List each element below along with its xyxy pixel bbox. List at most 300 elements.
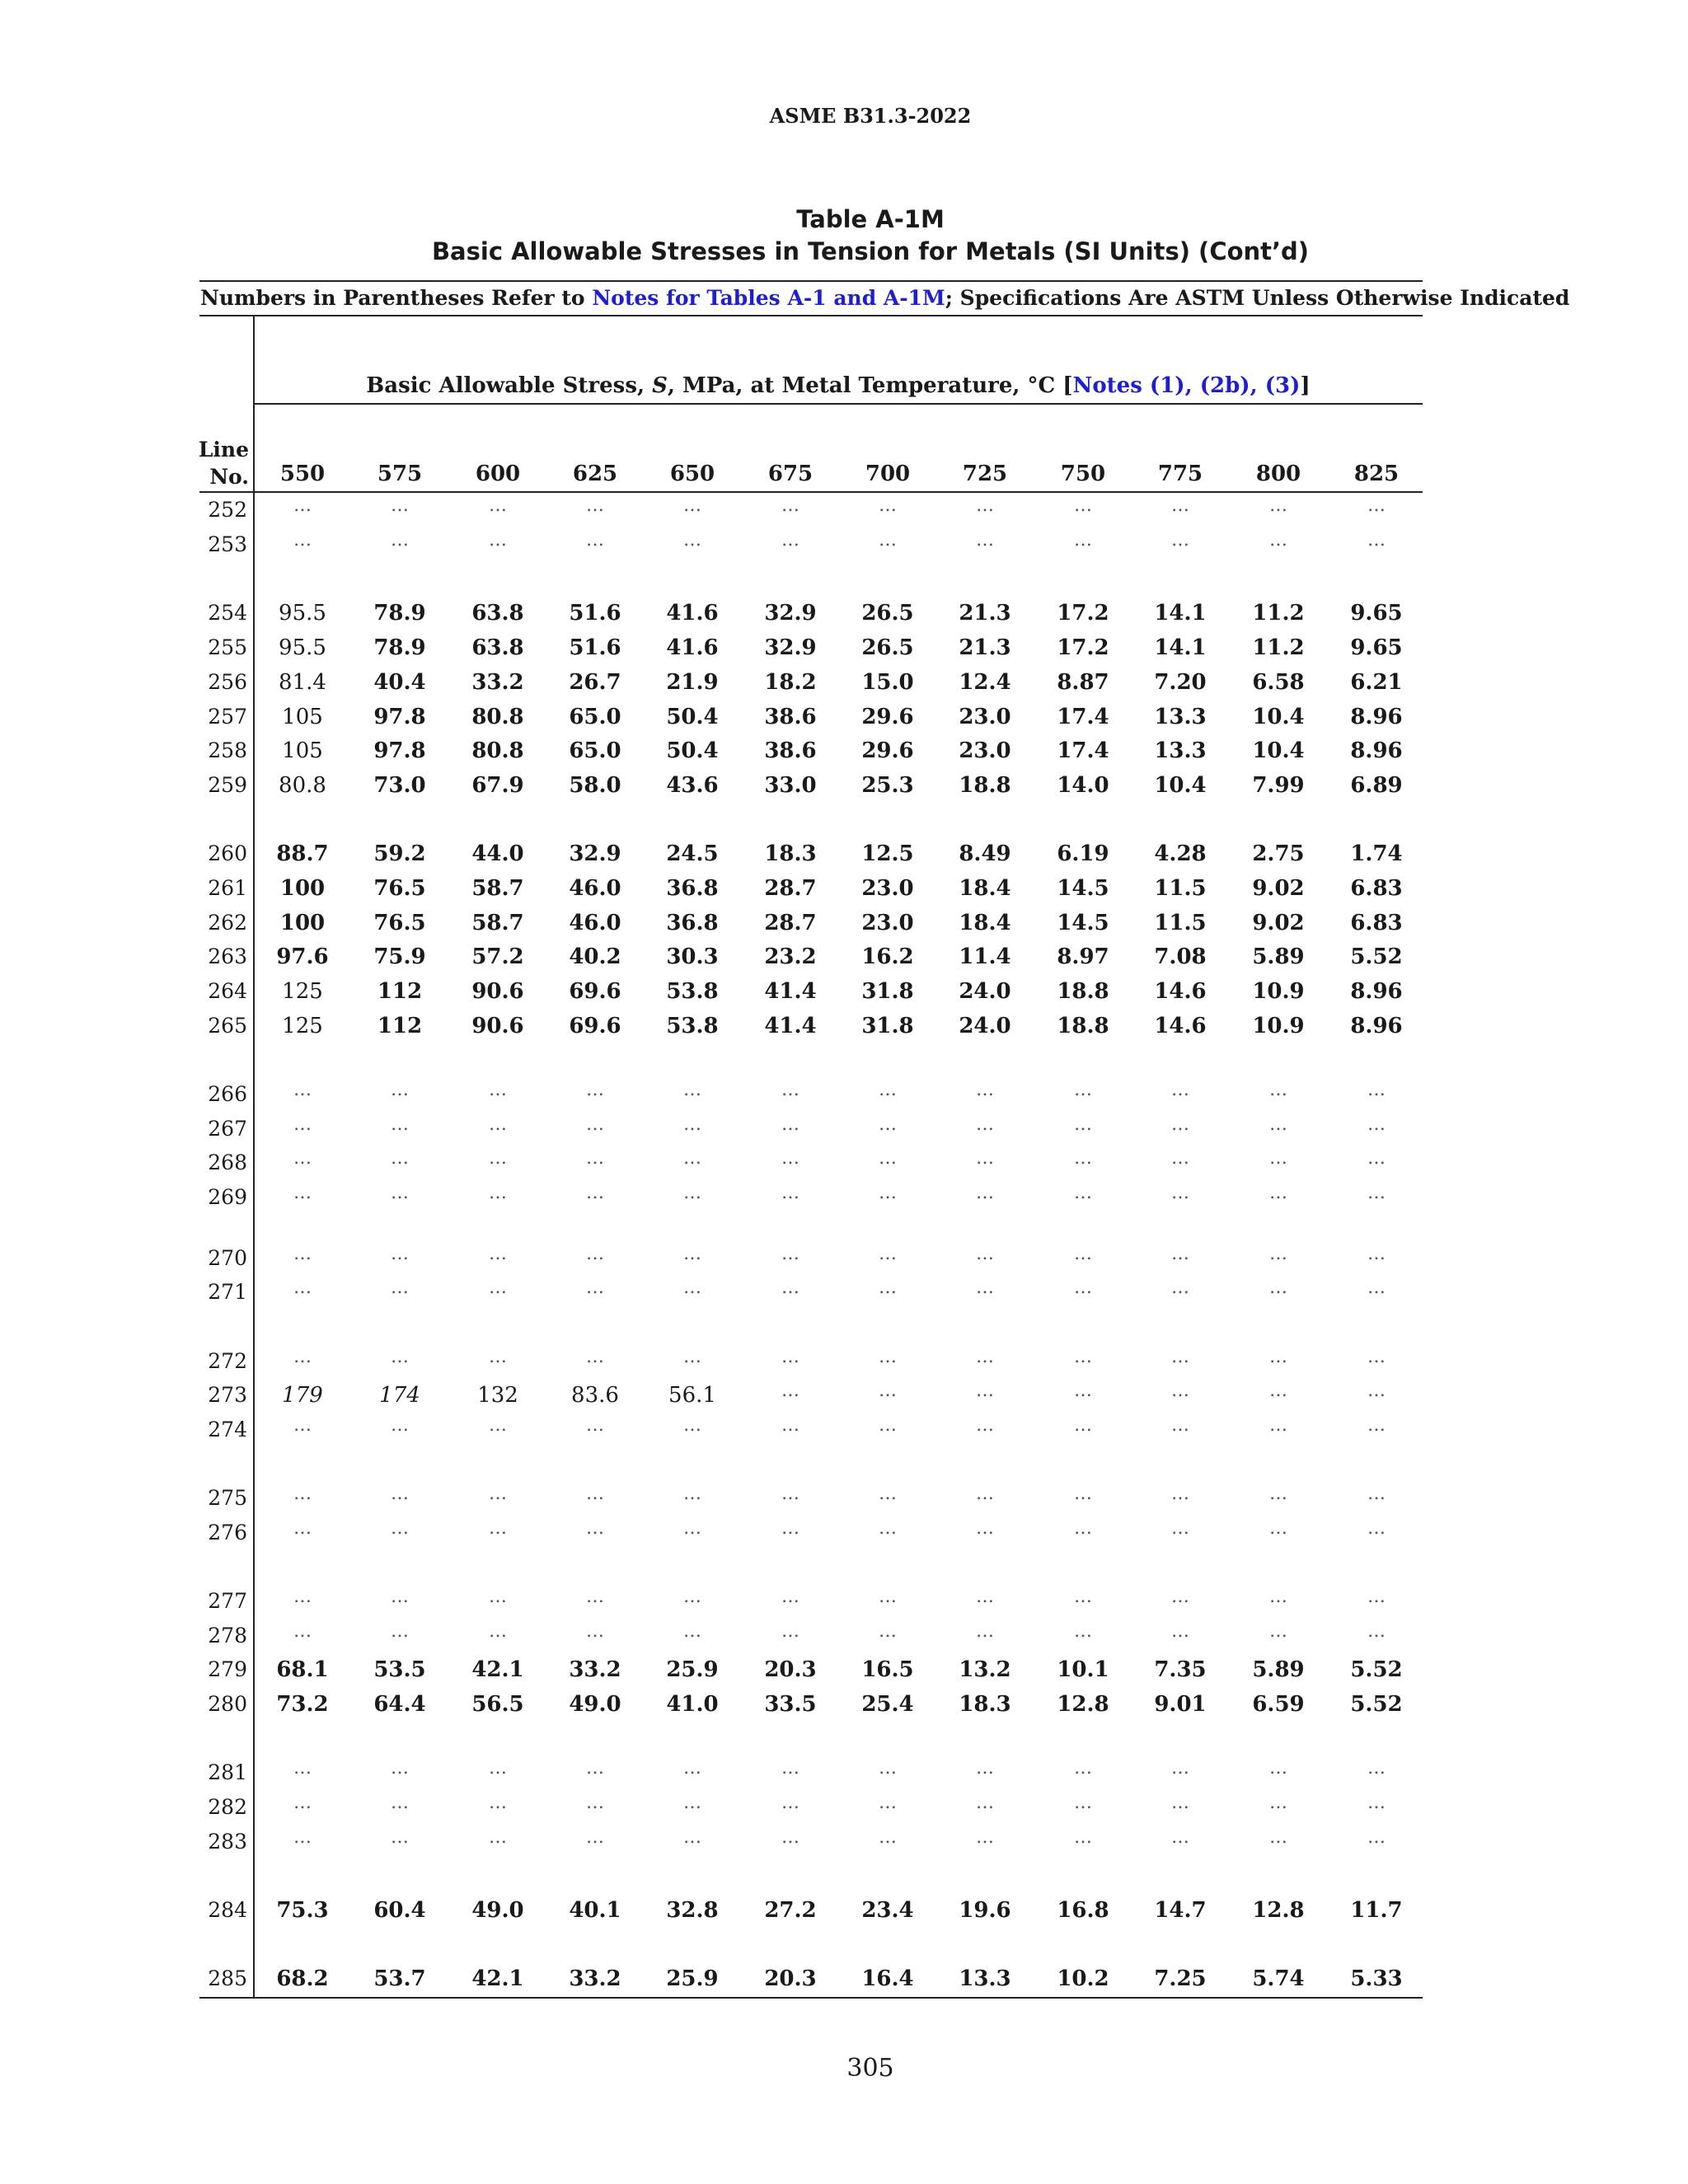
stress-cell: … [489, 1621, 507, 1642]
stress-cell: 174 [379, 1383, 420, 1408]
line-number: 267 [208, 1117, 247, 1141]
stress-cell: … [683, 1347, 701, 1367]
notes-link[interactable]: Notes for Tables A-1 and A-1M [592, 286, 945, 310]
stress-cell: 10.4 [1154, 773, 1207, 798]
stress-cell: … [879, 1827, 897, 1848]
stress-cell: … [781, 1827, 799, 1848]
note-separator: , [1250, 373, 1265, 398]
stress-cell: … [586, 495, 604, 516]
note-link-1[interactable]: Notes (1) [1072, 373, 1185, 398]
stress-cell: … [1269, 1183, 1287, 1203]
stress-cell: 25.3 [861, 773, 914, 798]
stress-cell: … [1269, 1080, 1287, 1100]
stress-cell: … [1074, 1347, 1092, 1367]
stress-cell: 26.5 [861, 635, 914, 660]
stress-cell: 68.2 [276, 1966, 329, 1991]
stress-cell: 75.3 [276, 1898, 329, 1923]
stress-cell: … [293, 1277, 312, 1298]
stress-cell: … [391, 1793, 409, 1813]
stress-cell: … [879, 495, 897, 516]
stress-cell: 5.52 [1350, 944, 1403, 969]
stress-cell: 60.4 [373, 1898, 426, 1923]
stress-cell: 56.1 [668, 1383, 716, 1408]
stress-cell: 5.52 [1350, 1692, 1403, 1717]
stress-cell: … [293, 1827, 312, 1848]
stress-cell: 78.9 [373, 635, 426, 660]
stress-cell: 179 [282, 1383, 323, 1408]
stress-cell: 11.2 [1252, 601, 1305, 626]
stress-cell: 40.4 [373, 670, 426, 695]
stress-cell: 31.8 [861, 1014, 914, 1038]
stress-cell: 7.25 [1154, 1966, 1207, 1991]
stress-cell: … [586, 1347, 604, 1367]
stress-cell: … [586, 1827, 604, 1848]
stress-cell: … [1367, 1483, 1386, 1504]
stress-cell: 31.8 [861, 979, 914, 1004]
stress-cell: … [976, 495, 994, 516]
stress-cell: … [1171, 1080, 1189, 1100]
stress-cell: … [586, 1621, 604, 1642]
stress-cell: … [781, 1080, 799, 1100]
stress-cell: … [1074, 530, 1092, 551]
stress-cell: … [391, 1183, 409, 1203]
stress-cell: 8.96 [1350, 738, 1403, 763]
line-number: 257 [208, 705, 247, 729]
stress-cell: … [1171, 1518, 1189, 1539]
stress-cell: 46.0 [569, 911, 621, 935]
stress-cell: … [1269, 1621, 1287, 1642]
rule-subtitle [199, 315, 1423, 316]
stress-cell: … [586, 1483, 604, 1504]
stress-cell: 88.7 [276, 841, 329, 866]
stress-cell: 75.9 [373, 944, 426, 969]
stress-cell: … [1269, 1380, 1287, 1401]
line-number: 277 [208, 1589, 247, 1613]
stress-cell: … [683, 1415, 701, 1436]
stress-cell: 2.75 [1252, 841, 1305, 866]
stress-cell: 16.5 [861, 1657, 914, 1682]
rule-top [199, 280, 1423, 282]
stress-cell: 38.6 [764, 738, 817, 763]
stress-cell: 13.2 [959, 1657, 1011, 1682]
stress-cell: 32.9 [764, 601, 817, 626]
stress-cell: … [391, 1148, 409, 1169]
stress-cell: 24.0 [959, 979, 1011, 1004]
stress-cell: 7.99 [1252, 773, 1305, 798]
stress-cell: 14.5 [1057, 876, 1109, 901]
stress-cell: … [293, 1114, 312, 1135]
stress-cell: 10.4 [1252, 738, 1305, 763]
stress-cell: 53.7 [373, 1966, 426, 1991]
column-header-temp-800: 800 [1255, 462, 1301, 486]
stress-cell: 11.4 [959, 944, 1011, 969]
stress-cell: 5.33 [1350, 1966, 1403, 1991]
stress-cell: … [879, 1148, 897, 1169]
stress-cell: 33.2 [569, 1966, 621, 1991]
stress-cell: 8.87 [1057, 670, 1109, 695]
stress-cell: 14.6 [1154, 1014, 1207, 1038]
stress-cell: 9.02 [1252, 911, 1305, 935]
stress-cell: … [1171, 1621, 1189, 1642]
stress-cell: … [1074, 1114, 1092, 1135]
stress-cell: 17.4 [1057, 738, 1109, 763]
stress-cell: 132 [477, 1383, 518, 1408]
stress-cell: 36.8 [666, 876, 719, 901]
stress-cell: … [1171, 1758, 1189, 1779]
stress-cell: … [781, 1148, 799, 1169]
line-header-word: Line [198, 438, 249, 462]
stress-cell: … [683, 1827, 701, 1848]
stress-cell: 80.8 [471, 705, 524, 729]
stress-cell: … [1367, 495, 1386, 516]
stress-cell: 17.4 [1057, 705, 1109, 729]
stress-cell: … [1269, 1483, 1287, 1504]
stress-cell: … [586, 1080, 604, 1100]
rule-bottom [199, 1997, 1423, 1999]
stress-cell: … [489, 1347, 507, 1367]
stress-cell: 27.2 [764, 1898, 817, 1923]
stress-cell: 42.1 [471, 1966, 524, 1991]
stress-cell: … [976, 1380, 994, 1401]
stress-cell: 65.0 [569, 738, 621, 763]
stress-cell: … [976, 1114, 994, 1135]
stress-cell: … [879, 1244, 897, 1264]
stress-cell: 11.5 [1154, 911, 1207, 935]
stress-header [254, 373, 1423, 398]
stress-cell: … [683, 1793, 701, 1813]
stress-header-text: Basic Allowable Stress, [366, 373, 653, 398]
stress-cell: 6.83 [1350, 876, 1403, 901]
stress-cell: 33.2 [569, 1657, 621, 1682]
stress-cell: … [781, 530, 799, 551]
subtitle-text: ; Specifications Are ASTM Unless Otherwise Indicated [945, 286, 1570, 310]
stress-cell: 5.52 [1350, 1657, 1403, 1682]
stress-cell: 18.2 [764, 670, 817, 695]
stress-cell: … [1367, 1415, 1386, 1436]
stress-cell: … [781, 1183, 799, 1203]
stress-cell: 73.0 [373, 773, 426, 798]
stress-cell: … [879, 1380, 897, 1401]
line-number: 266 [208, 1082, 247, 1106]
line-number: 260 [208, 841, 247, 865]
stress-cell: … [683, 530, 701, 551]
column-header-temp-675: 675 [767, 462, 814, 486]
line-number: 275 [208, 1486, 247, 1510]
stress-cell: … [293, 1621, 312, 1642]
column-header-temp-750: 750 [1060, 462, 1106, 486]
stress-cell: … [1171, 1793, 1189, 1813]
stress-cell: 18.4 [959, 876, 1011, 901]
line-header-word: No. [209, 465, 249, 489]
note-separator: , [1184, 373, 1200, 398]
stress-cell: … [489, 1183, 507, 1203]
stress-cell: … [586, 530, 604, 551]
stress-cell: … [976, 1277, 994, 1298]
stress-cell: 8.96 [1350, 979, 1403, 1004]
stress-cell: … [1269, 1758, 1287, 1779]
stress-cell: 18.3 [959, 1692, 1011, 1717]
stress-cell: 14.1 [1154, 601, 1207, 626]
stress-cell: 13.3 [959, 1966, 1011, 1991]
stress-cell: … [1171, 1380, 1189, 1401]
stress-symbol: S [652, 373, 668, 398]
stress-cell: 23.2 [764, 944, 817, 969]
stress-cell: 57.2 [471, 944, 524, 969]
stress-cell: … [293, 1758, 312, 1779]
stress-cell: … [781, 1277, 799, 1298]
stress-cell: … [1367, 1827, 1386, 1848]
line-number: 259 [208, 773, 247, 797]
stress-cell: … [1074, 1793, 1092, 1813]
stress-cell: … [781, 1621, 799, 1642]
stress-cell: … [1074, 495, 1092, 516]
stress-cell: 18.4 [959, 911, 1011, 935]
table-number: Table A-1M [796, 205, 945, 233]
stress-cell: 11.2 [1252, 635, 1305, 660]
stress-cell: … [489, 495, 507, 516]
stress-cell: … [391, 1483, 409, 1504]
stress-cell: 28.7 [764, 876, 817, 901]
stress-cell: … [1269, 1114, 1287, 1135]
stress-cell: 10.9 [1252, 1014, 1305, 1038]
stress-cell: … [1171, 1114, 1189, 1135]
stress-cell: … [683, 1114, 701, 1135]
stress-cell: 23.4 [861, 1898, 914, 1923]
note-link-2b[interactable]: (2b) [1199, 373, 1250, 398]
line-number: 273 [208, 1383, 247, 1407]
stress-cell: … [293, 1080, 312, 1100]
stress-cell: 12.8 [1252, 1898, 1305, 1923]
stress-cell: … [781, 495, 799, 516]
stress-cell: 8.96 [1350, 1014, 1403, 1038]
stress-cell: 42.1 [471, 1657, 524, 1682]
stress-cell: … [1269, 1793, 1287, 1813]
stress-cell: 40.1 [569, 1898, 621, 1923]
stress-cell: 26.5 [861, 601, 914, 626]
stress-cell: … [586, 1277, 604, 1298]
stress-cell: … [683, 1483, 701, 1504]
stress-cell: 10.4 [1252, 705, 1305, 729]
stress-cell: … [586, 1758, 604, 1779]
stress-cell: 90.6 [471, 979, 524, 1004]
column-header-temp-600: 600 [475, 462, 521, 486]
stress-cell: … [781, 1586, 799, 1607]
stress-cell: … [391, 1244, 409, 1264]
stress-cell: 1.74 [1350, 841, 1403, 866]
stress-cell: 65.0 [569, 705, 621, 729]
line-number: 253 [208, 532, 247, 556]
stress-cell: 58.7 [471, 911, 524, 935]
stress-cell: … [1367, 1114, 1386, 1135]
stress-cell: 9.65 [1350, 635, 1403, 660]
stress-cell: 51.6 [569, 601, 621, 626]
stress-cell: … [683, 1518, 701, 1539]
line-number: 276 [208, 1521, 247, 1544]
line-number: 262 [208, 911, 247, 935]
stress-cell: … [683, 1586, 701, 1607]
stress-cell: … [1171, 1586, 1189, 1607]
stress-cell: 33.0 [764, 773, 817, 798]
column-header-temp-550: 550 [279, 462, 326, 486]
stress-cell: 51.6 [569, 635, 621, 660]
column-header-temp-625: 625 [572, 462, 618, 486]
stress-cell: … [391, 1586, 409, 1607]
stress-cell: 97.8 [373, 738, 426, 763]
stress-cell: 26.7 [569, 670, 621, 695]
stress-cell: … [879, 1621, 897, 1642]
stress-cell: 23.0 [959, 738, 1011, 763]
stress-cell: … [683, 1277, 701, 1298]
stress-cell: 6.19 [1057, 841, 1109, 866]
stress-cell: … [293, 530, 312, 551]
rule-column-header [199, 491, 1423, 493]
stress-cell: … [879, 1758, 897, 1779]
table-title: Basic Allowable Stresses in Tension for Metals (SI Units) (Cont’d) [431, 237, 1310, 265]
stress-cell: … [683, 1244, 701, 1264]
stress-cell: 125 [282, 1014, 323, 1038]
stress-cell: 9.01 [1154, 1692, 1207, 1717]
stress-cell: 58.7 [471, 876, 524, 901]
stress-cell: 20.3 [764, 1966, 817, 1991]
stress-cell: … [1074, 1518, 1092, 1539]
stress-cell: 4.28 [1154, 841, 1207, 866]
stress-cell: … [781, 1415, 799, 1436]
stress-cell: … [1269, 1518, 1287, 1539]
stress-cell: … [976, 1518, 994, 1539]
line-number: 271 [208, 1280, 247, 1304]
stress-cell: … [1269, 1347, 1287, 1367]
line-number: 281 [208, 1760, 247, 1784]
stress-cell: 24.0 [959, 1014, 1011, 1038]
stress-cell: 17.2 [1057, 601, 1109, 626]
stress-cell: … [1367, 1277, 1386, 1298]
stress-cell: … [489, 1758, 507, 1779]
stress-cell: … [489, 1483, 507, 1504]
stress-header-text: ] [1300, 373, 1311, 398]
stress-cell: 41.6 [666, 601, 719, 626]
stress-cell: … [1269, 495, 1287, 516]
stress-cell: … [293, 1183, 312, 1203]
stress-cell: … [1074, 1621, 1092, 1642]
stress-cell: 20.3 [764, 1657, 817, 1682]
line-number: 282 [208, 1795, 247, 1819]
stress-cell: … [976, 1148, 994, 1169]
stress-cell: 9.65 [1350, 601, 1403, 626]
stress-cell: 13.3 [1154, 705, 1207, 729]
stress-cell: … [879, 1114, 897, 1135]
stress-cell: … [1074, 1483, 1092, 1504]
stress-cell: 30.3 [666, 944, 719, 969]
stress-cell: 24.5 [666, 841, 719, 866]
stress-cell: 105 [282, 705, 323, 729]
stress-cell: … [293, 1244, 312, 1264]
stress-cell: 5.74 [1252, 1966, 1305, 1991]
column-header-temp-725: 725 [962, 462, 1008, 486]
stress-cell: 13.3 [1154, 738, 1207, 763]
stress-cell: … [1074, 1415, 1092, 1436]
line-number: 279 [208, 1657, 247, 1681]
stress-cell: 7.35 [1154, 1657, 1207, 1682]
stress-cell: … [1171, 1827, 1189, 1848]
stress-cell: 50.4 [666, 738, 719, 763]
stress-cell: 6.21 [1350, 670, 1403, 695]
stress-cell: 6.83 [1350, 911, 1403, 935]
stress-cell: 112 [377, 1014, 423, 1038]
stress-cell: 6.58 [1252, 670, 1305, 695]
stress-cell: … [1367, 1586, 1386, 1607]
stress-cell: … [391, 1277, 409, 1298]
stress-cell: … [293, 1586, 312, 1607]
note-link-3[interactable]: (3) [1264, 373, 1301, 398]
stress-cell: 23.0 [861, 876, 914, 901]
stress-cell: … [489, 1415, 507, 1436]
stress-cell: … [489, 1114, 507, 1135]
stress-cell: 5.89 [1252, 1657, 1305, 1682]
column-header-temp-700: 700 [865, 462, 911, 486]
stress-cell: … [586, 1244, 604, 1264]
subtitle-text: Numbers in Parentheses Refer to [200, 286, 593, 310]
line-number: 272 [208, 1349, 247, 1373]
stress-cell: … [976, 1080, 994, 1100]
line-number: 280 [208, 1692, 247, 1716]
column-header-temp-775: 775 [1157, 462, 1203, 486]
stress-cell: 21.9 [666, 670, 719, 695]
stress-cell: 33.2 [471, 670, 524, 695]
stress-cell: … [879, 1415, 897, 1436]
stress-cell: … [489, 1793, 507, 1813]
stress-cell: 23.0 [861, 911, 914, 935]
stress-cell: 16.2 [861, 944, 914, 969]
stress-cell: 41.0 [666, 1692, 719, 1717]
stress-cell: 18.3 [764, 841, 817, 866]
stress-cell: 17.2 [1057, 635, 1109, 660]
stress-cell: 25.9 [666, 1966, 719, 1991]
stress-cell: … [879, 1347, 897, 1367]
stress-cell: 63.8 [471, 635, 524, 660]
stress-cell: … [391, 1080, 409, 1100]
stress-cell: 125 [282, 979, 323, 1004]
stress-cell: 15.0 [861, 670, 914, 695]
stress-cell: … [1171, 495, 1189, 516]
line-number: 285 [208, 1966, 247, 1990]
stress-cell: … [586, 1114, 604, 1135]
stress-cell: 8.49 [959, 841, 1011, 866]
stress-cell: 43.6 [666, 773, 719, 798]
line-number: 274 [208, 1418, 247, 1441]
stress-cell: 69.6 [569, 1014, 621, 1038]
stress-cell: … [1074, 1758, 1092, 1779]
stress-cell: … [879, 1483, 897, 1504]
stress-cell: … [1074, 1080, 1092, 1100]
stress-cell: 14.6 [1154, 979, 1207, 1004]
stress-header-text: , MPa, at Metal Temperature, °C [ [667, 373, 1073, 398]
stress-cell: … [391, 1415, 409, 1436]
stress-cell: … [293, 1415, 312, 1436]
stress-cell: 10.9 [1252, 979, 1305, 1004]
stress-cell: … [683, 1758, 701, 1779]
stress-cell: … [1074, 1380, 1092, 1401]
stress-cell: … [1269, 1148, 1287, 1169]
stress-cell: … [683, 1621, 701, 1642]
stress-cell: 97.8 [373, 705, 426, 729]
stress-cell: … [489, 1518, 507, 1539]
stress-cell: 56.5 [471, 1692, 524, 1717]
stress-cell: 100 [279, 876, 326, 901]
stress-cell: 12.5 [861, 841, 914, 866]
stress-cell: … [489, 1080, 507, 1100]
stress-cell: … [391, 530, 409, 551]
line-number: 263 [208, 944, 247, 968]
